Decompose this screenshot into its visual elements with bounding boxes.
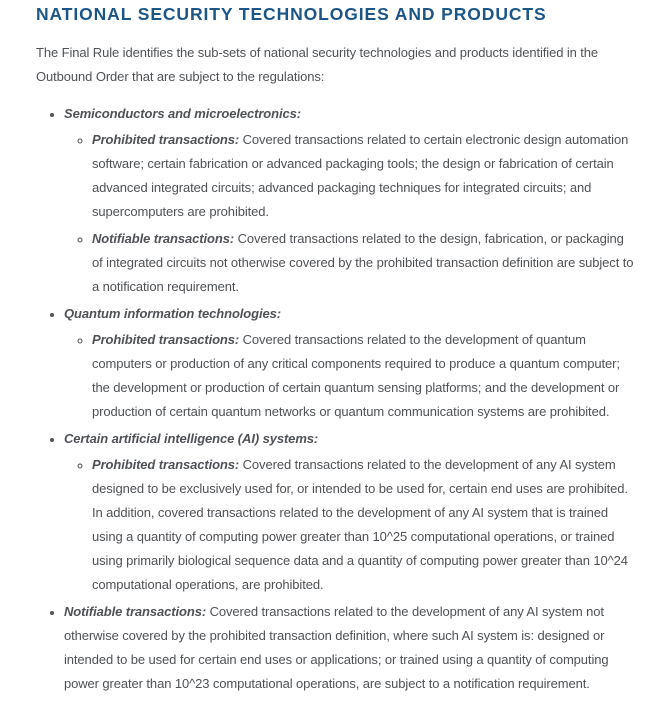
sub-item-prohibited xyxy=(92,128,634,224)
transaction-type-label: Prohibited transactions: xyxy=(92,132,240,147)
transaction-text: Covered transactions related to the development of quantum computers or production of any critical components required to produce a quantum computer; the development or production of certain quantum sensing platforms; and the development or production of certain quantum networks or quantum communication systems are prohibited. xyxy=(92,332,620,419)
quantum-sublist xyxy=(64,328,634,424)
category-label: Semiconductors and microelectronics: xyxy=(64,106,301,121)
intro-paragraph: The Final Rule identifies the sub-sets of national security technologies and products identified in the Outbound Order that are subject to the regulations: xyxy=(36,45,599,84)
page-title: NATIONAL SECURITY TECHNOLOGIES AND PRODUCTS xyxy=(36,4,547,24)
transaction-type-label: Prohibited transactions: xyxy=(92,332,240,347)
transaction-text: Covered transactions related to certain electronic design automation software; certain fabrication or advanced packaging tools; the design or fabrication of certain advanced integrated circuits; advanced packaging techniques for integrated circuits; and supercomputers are prohibited. xyxy=(92,132,629,219)
transaction-type-label: Notifiable transactions: xyxy=(64,604,207,619)
transaction-text: Covered transactions related to the development of any AI system not otherwise covered by the prohibited transaction definition, where such AI system is: designed or intended to be used for certain end uses or applications; or trained using a quantity of computing power greater than 10^23 computational operations, are subject to a notification requirement. xyxy=(64,604,609,691)
transaction-text: Covered transactions related to the development of any AI system designed to be exclusively used for, or intended to be used for, certain end uses are prohibited. In addition, covered transactions related to the development of any AI system that is trained using a quantity of computing power greater than 10^25 computational operations, or trained using primarily biological sequence data and a quantity of computing power greater than 10^24 computational operations, are prohibited. xyxy=(92,457,628,592)
sub-item-notifiable xyxy=(92,227,634,299)
list-item-notifiable-ai xyxy=(64,600,634,696)
category-label: Quantum information technologies: xyxy=(64,306,281,321)
list-item-semiconductors xyxy=(64,102,634,299)
list-item-ai xyxy=(64,427,634,597)
sub-item-prohibited xyxy=(92,453,634,597)
transaction-text: Covered transactions related to the design, fabrication, or packaging of integrated circuits not otherwise covered by the prohibited transaction definition are subject to a notification requirement. xyxy=(92,231,634,294)
sub-item-prohibited xyxy=(92,328,634,424)
category-label: Certain artificial intelligence (AI) systems: xyxy=(64,431,319,446)
transaction-type-label: Prohibited transactions: xyxy=(92,457,240,472)
ai-sublist xyxy=(64,453,634,597)
transaction-type-label: Notifiable transactions: xyxy=(92,231,235,246)
list-item-quantum xyxy=(64,302,634,424)
semiconductors-sublist xyxy=(64,128,634,299)
tech-list xyxy=(36,102,634,696)
